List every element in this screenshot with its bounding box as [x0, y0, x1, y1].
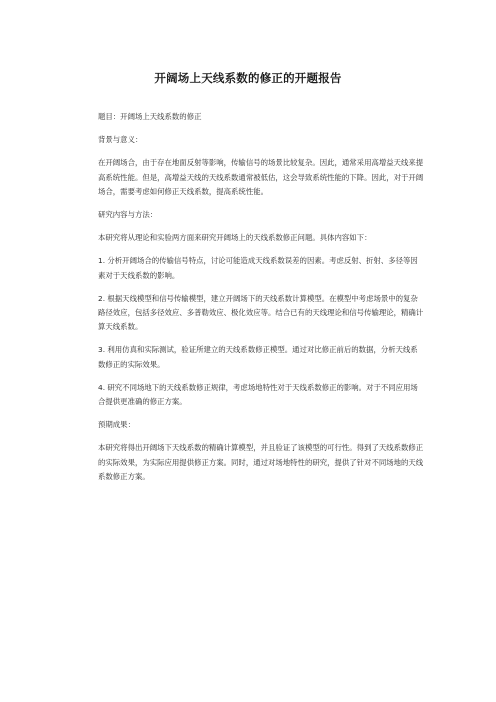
method-item-2: 2. 根据天线模型和信号传输模型，建立开阔场下的天线系数计算模型。在模型中考虑场景中的复杂路径效应，包括多径效应、多普勒效应、极化效应等。结合已有的天线理论和信号传输理论，精确计算天线系数。	[98, 293, 424, 332]
method-item-1: 1. 分析开阔场合的传输信号特点，讨论可能造成天线系数误差的因素。考虑反射、折射、多径等因素对于天线系数的影响。	[98, 256, 418, 280]
results-paragraph: 本研究将得出开阔场下天线系数的精确计算模型，并且验证了该模型的可行性。得到了天线系数修正的实际效果，为实际应用提供修正方案。同时，通过对场地特性的研究，提供了针对不同场地的天线系数修正方案。	[98, 443, 424, 481]
results-heading: 预期成果：	[98, 420, 135, 430]
method-item-3: 3. 利用仿真和实际测试，验证所建立的天线系数修正模型。通过对比修正前后的数据，分析天线系数修正的实际效果。	[98, 345, 418, 369]
background-heading: 背景与意义：	[98, 135, 143, 145]
methods-intro-paragraph: 本研究将从理论和实验两方面来研究开阔场上的天线系数修正问题。具体内容如下：	[98, 233, 372, 243]
topic-line: 题目：开阔场上天线系数的修正	[98, 112, 202, 121]
methods-heading: 研究内容与方法：	[98, 210, 158, 220]
document-title: 开阔场上天线系数的修正的开题报告	[154, 71, 342, 85]
background-paragraph: 在开阔场合，由于存在地面反射等影响，传输信号的场景比较复杂。因此，通常采用高增益天线来提高系统性能。但是，高增益天线的天线系数通常被低估，这会导致系统性能的下降。因此，对于开阔场合，需要考虑如何修正天线系数，提高系统性能。	[98, 158, 424, 196]
document-body	[98, 110, 424, 493]
method-item-4: 4. 研究不同场地下的天线系数修正规律，考虑场地特性对于天线系数修正的影响。对于不同应用场合提供更准确的修正方案。	[98, 382, 418, 407]
